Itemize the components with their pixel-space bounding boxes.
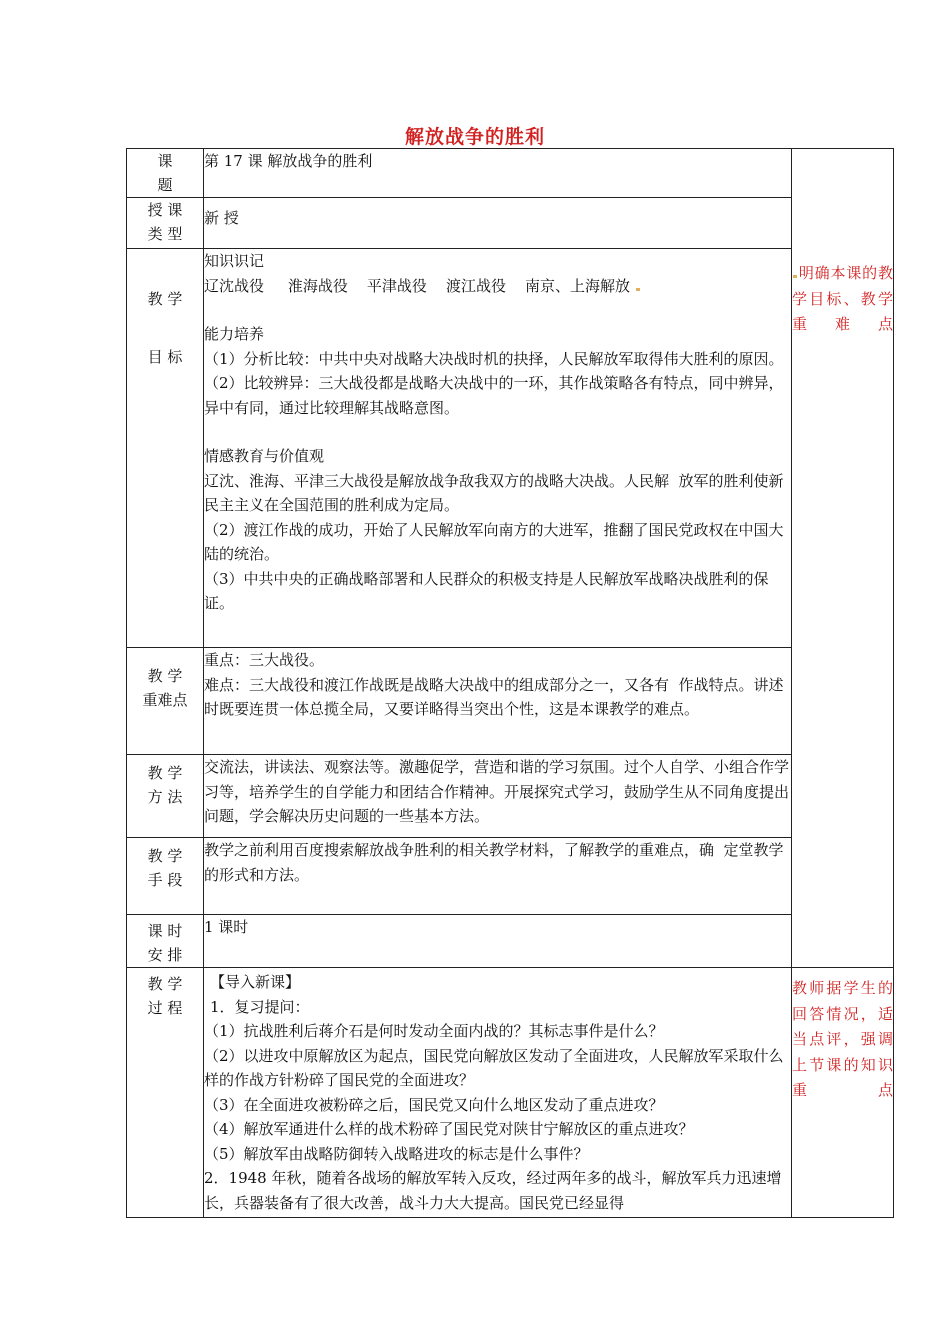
label-schedule [127, 915, 204, 968]
label-line: 教 学 [147, 975, 183, 993]
label-line: 授 课 [147, 201, 183, 219]
label-text: 课 [157, 152, 195, 170]
label-topic [127, 149, 204, 198]
methods-content: 交流法，讲读法、观察法等。激趣促学，营造和谐的学习氛围。过个人自学、小组合作学习等，培养学生的自学能力和团结合作精神。开展探究式学习，鼓励学生从不同角度提出问题，学会解决历史问题的一些基本方法。 [204, 755, 792, 838]
key-points-content [204, 648, 792, 755]
values-item: 辽沈、淮海、平津三大战役是解放战争敌我双方的战略大决战。人民解 放军的胜利使新民主主义在全国范围的胜利成为定局。 [204, 471, 784, 514]
label-line: 教 学 [147, 290, 183, 308]
label-methods [127, 755, 204, 838]
means-content: 教学之前利用百度搜索解放战争胜利的相关教学材料，了解教学的重难点，确 定堂教学的形式和方法。 [204, 838, 792, 915]
label-line: 过 程 [147, 999, 183, 1017]
label-line: 方 法 [147, 788, 183, 806]
section-knowledge-line [204, 274, 791, 299]
review-question: （3）在全面进攻被粉碎之后，国民党又向什么地区发动了重点进攻？ [204, 1095, 664, 1114]
difficulty-point: 难点：三大战役和渡江作战既是战略大决战中的组成部分之一，又各有 作战特点。讲述时既要连贯一体总揽全局，又要详略得当突出个性，这是本课教学的难点。 [204, 675, 784, 718]
label-line: 重难点 [142, 691, 188, 709]
spacer [204, 298, 791, 322]
label-means [127, 838, 204, 915]
row-means [127, 838, 894, 915]
label-line: 教 学 [147, 847, 183, 865]
values-item: （2）渡江作战的成功，开始了人民解放军向南方的大进军，推翻了国民党政权在中国大陆的统治。 [204, 520, 784, 563]
row-key-points [127, 648, 894, 755]
objectives-content [204, 249, 792, 648]
text-mark-icon [793, 275, 797, 278]
section-ability-title: 能力培养 [204, 325, 265, 343]
key-point: 重点：三大战役。 [204, 651, 325, 669]
review-question: （4）解放军通进什么样的战术粉碎了国民党对陕甘宁解放区的重点进攻？ [204, 1120, 694, 1138]
label-type [127, 198, 204, 249]
row-schedule [127, 915, 894, 968]
row-topic [127, 149, 894, 198]
label-line: 类 型 [147, 225, 183, 243]
schedule-value: 1 课时 [204, 915, 792, 968]
process-heading: 【导入新课】 [210, 973, 301, 991]
type-value: 新 授 [204, 198, 792, 249]
label-line: 课 时 [147, 922, 183, 940]
note-objectives: 明确本课的教学目标、教学重难点 [792, 264, 893, 333]
ability-item: （1）分析比较：中共中央对战略大决战时机的抉择，人民解放军取得伟大胜利的原因。 [204, 349, 784, 368]
process-step1: 1．复习提问： [210, 997, 310, 1016]
label-key-points [127, 648, 204, 755]
process-content [204, 968, 792, 1218]
review-question: （2）以进攻中原解放区为起点，国民党向解放区发动了全面进攻，人民解放军采取什么样的作战方针粉碎了国民党的全面进攻？ [204, 1046, 784, 1089]
review-question: （5）解放军由战略防御转入战略进攻的标志是什么事件？ [204, 1144, 589, 1163]
lesson-plan-table [126, 148, 894, 1218]
row-objectives [127, 249, 894, 648]
notes-column-top [792, 149, 894, 968]
label-line: 手 段 [147, 871, 183, 889]
section-values-title: 情感教育与价值观 [204, 447, 325, 465]
label-line: 目 标 [147, 348, 183, 366]
label-line: 教 学 [147, 667, 183, 685]
process-step2: 2．1948 年秋，随着各战场的解放军转入反攻，经过两年多的战斗，解放军兵力迅速增长，兵器装备有了很大改善，战斗力大大提高。国民党已经显得 [204, 1169, 782, 1212]
label-line: 教 学 [147, 764, 183, 782]
label-line: 安 排 [147, 946, 183, 964]
label-text: 题 [157, 176, 195, 194]
row-methods [127, 755, 894, 838]
section-knowledge-title: 知识识记 [204, 252, 265, 270]
row-type [127, 198, 894, 249]
label-objectives [127, 249, 204, 648]
note-process: 教师据学生的回答情况，适当点评，强调上节课的知识重点 [792, 979, 893, 1099]
review-question: （1）抗战胜利后蒋介石是何时发动全面内战的？其标志事件是什么？ [204, 1022, 664, 1040]
page-title: 解放战争的胜利 [404, 126, 545, 148]
spacer [204, 420, 791, 444]
values-item: （3）中共中央的正确战略部署和人民群众的积极支持是人民解放军战略决战胜利的保证。 [204, 569, 769, 612]
topic-value: 第 17 课 解放战争的胜利 [204, 149, 792, 198]
label-process [127, 968, 204, 1218]
section-knowledge-items: 辽沈战役 淮海战役 平津战役 渡江战役 南京、上海解放 [204, 276, 631, 295]
row-process [127, 968, 894, 1218]
ability-item: （2）比较辨异：三大战役都是战略大决战中的一环，其作战策略各有特点，同中辨异，异中有同，通过比较理解其战略意图。 [204, 374, 784, 417]
notes-column-bottom [792, 968, 894, 1218]
text-mark-icon [636, 288, 640, 291]
